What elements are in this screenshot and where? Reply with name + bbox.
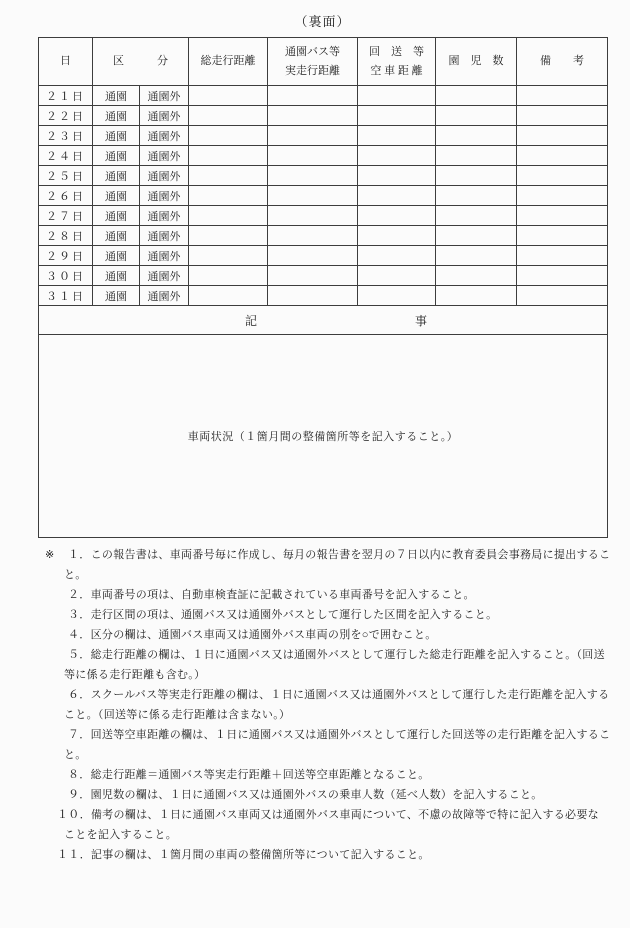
remarks-cell <box>517 106 608 126</box>
note-line: ことを記入すること。 <box>64 829 177 841</box>
bus-distance-cell <box>268 126 358 146</box>
kubun-tsuen: 通園 <box>93 166 140 186</box>
deadhead-distance-cell <box>358 146 436 166</box>
kubun-tsuengai: 通園外 <box>140 106 189 126</box>
kiji-label-right: 事 <box>415 313 428 328</box>
kubun-tsuengai: 通園外 <box>140 286 189 306</box>
kubun-tsuen: 通園 <box>93 86 140 106</box>
note-line: ３．走行区間の項は、通園バス又は通園外バスとして運行した区間を記入すること。 <box>68 609 498 621</box>
note-line: と。 <box>64 749 87 761</box>
bus-distance-cell <box>268 166 358 186</box>
bus-report-table <box>38 37 608 538</box>
note-line: ４．区分の欄は、通園バス車両又は通園外バス車両の別を○で囲むこと。 <box>68 629 437 641</box>
bus-distance-cell <box>268 286 358 306</box>
day-label: ２１日 <box>39 86 93 106</box>
total-distance-cell <box>189 186 268 206</box>
kiji-header-row <box>39 306 608 335</box>
remarks-cell <box>517 146 608 166</box>
table-row-day27 <box>39 206 608 226</box>
col-header-deadhead-line2: 空 車 距 離 <box>370 64 423 77</box>
kubun-tsuen: 通園 <box>93 206 140 226</box>
children-count-cell <box>436 186 517 206</box>
kiji-header-cell <box>39 306 608 335</box>
bus-distance-cell <box>268 226 358 246</box>
col-header-day: 日 <box>39 38 93 86</box>
remarks-cell <box>517 266 608 286</box>
table-row-day29 <box>39 246 608 266</box>
day-label: ２２日 <box>39 106 93 126</box>
table-header-row <box>39 38 608 86</box>
children-count-cell <box>436 226 517 246</box>
total-distance-cell <box>189 146 268 166</box>
note-line: ７．回送等空車距離の欄は、１日に通園バス又は通園外バスとして運行した回送等の走行距離を記入するこ <box>68 729 611 741</box>
remarks-cell <box>517 226 608 246</box>
kubun-tsuengai: 通園外 <box>140 146 189 166</box>
deadhead-distance-cell <box>358 206 436 226</box>
remarks-cell <box>517 246 608 266</box>
col-header-deadhead-line1: 回 送 等 <box>369 45 424 58</box>
bus-distance-cell <box>268 186 358 206</box>
kubun-tsuen: 通園 <box>93 266 140 286</box>
children-count-cell <box>436 106 517 126</box>
page-title: （裏面） <box>294 14 351 29</box>
table-row-day26 <box>39 186 608 206</box>
day-label: ２３日 <box>39 126 93 146</box>
table-row-day28 <box>39 226 608 246</box>
remarks-cell <box>517 186 608 206</box>
total-distance-cell <box>189 166 268 186</box>
kubun-tsuen: 通園 <box>93 226 140 246</box>
kiji-label-left: 記 <box>244 313 257 328</box>
table-row-day30 <box>39 266 608 286</box>
kubun-tsuengai: 通園外 <box>140 166 189 186</box>
kubun-tsuengai: 通園外 <box>140 246 189 266</box>
total-distance-cell <box>189 226 268 246</box>
kubun-tsuengai: 通園外 <box>140 86 189 106</box>
total-distance-cell <box>189 106 268 126</box>
bus-distance-cell <box>268 266 358 286</box>
kubun-tsuengai: 通園外 <box>140 266 189 286</box>
note-line: ８．総走行距離＝通園バス等実走行距離＋回送等空車距離となること。 <box>68 769 430 781</box>
day-label: ２８日 <box>39 226 93 246</box>
total-distance-cell <box>189 286 268 306</box>
total-distance-cell <box>189 206 268 226</box>
col-header-bus-distance <box>268 38 358 86</box>
kubun-tsuengai: 通園外 <box>140 186 189 206</box>
children-count-cell <box>436 146 517 166</box>
table-row-day22 <box>39 106 608 126</box>
children-count-cell <box>436 86 517 106</box>
col-header-children-count: 園 児 数 <box>436 38 517 86</box>
total-distance-cell <box>189 246 268 266</box>
day-label: ２４日 <box>39 146 93 166</box>
day-label: ２７日 <box>39 206 93 226</box>
table-row-day31 <box>39 286 608 306</box>
kubun-tsuen: 通園 <box>93 186 140 206</box>
remarks-cell <box>517 86 608 106</box>
note-line: ６．スクールバス等実走行距離の欄は、１日に通園バス又は通園外バスとして運行した走行距離を記入する <box>68 689 610 701</box>
vehicle-status-row <box>39 335 608 538</box>
bus-distance-cell <box>268 146 358 166</box>
kubun-tsuen: 通園 <box>93 286 140 306</box>
kubun-tsuen: 通園 <box>93 246 140 266</box>
table-row-day24 <box>39 146 608 166</box>
bus-distance-cell <box>268 86 358 106</box>
deadhead-distance-cell <box>358 246 436 266</box>
note-line: ５．総走行距離の欄は、１日に通園バス又は通園外バスとして運行した総走行距離を記入すること。（回送 <box>68 649 605 661</box>
col-header-total-distance: 総走行距離 <box>189 38 268 86</box>
day-label: ２５日 <box>39 166 93 186</box>
deadhead-distance-cell <box>358 86 436 106</box>
vehicle-status-cell <box>39 335 608 538</box>
col-header-remarks: 備 考 <box>517 38 608 86</box>
children-count-cell <box>436 126 517 146</box>
deadhead-distance-cell <box>358 286 436 306</box>
bus-distance-cell <box>268 246 358 266</box>
col-header-bus-distance-line1: 通園バス等 <box>285 45 340 58</box>
note-line: １．この報告書は、車両番号毎に作成し、毎月の報告書を翌月の７日以内に教育委員会事務局に提出するこ <box>68 549 611 561</box>
deadhead-distance-cell <box>358 166 436 186</box>
day-label: ３１日 <box>39 286 93 306</box>
remarks-cell <box>517 126 608 146</box>
deadhead-distance-cell <box>358 226 436 246</box>
total-distance-cell <box>189 86 268 106</box>
children-count-cell <box>436 286 517 306</box>
children-count-cell <box>436 206 517 226</box>
day-label: ２９日 <box>39 246 93 266</box>
vehicle-status-label: 車両状況（１箇月間の整備箇所等を記入すること。） <box>187 431 459 443</box>
col-header-bus-distance-line2: 実走行距離 <box>285 64 340 77</box>
kubun-tsuengai: 通園外 <box>140 126 189 146</box>
kubun-tsuen: 通園 <box>93 126 140 146</box>
document-page <box>0 13 630 928</box>
note-line: ９．園児数の欄は、１日に通園バス又は通園外バスの乗車人数（延べ人数）を記入すること。 <box>68 789 543 801</box>
children-count-cell <box>436 166 517 186</box>
note-line: ２．車両番号の項は、自動車検査証に記載されている車両番号を記入すること。 <box>68 589 475 601</box>
note-line: 等に係る走行距離も含む。） <box>64 669 206 681</box>
note-line: こと。（回送等に係る走行距離は含まない。） <box>64 709 291 721</box>
table-row-day25 <box>39 166 608 186</box>
table-row-day23 <box>39 126 608 146</box>
remarks-cell <box>517 206 608 226</box>
kubun-tsuen: 通園 <box>93 106 140 126</box>
kubun-tsuen: 通園 <box>93 146 140 166</box>
col-header-kubun: 区 分 <box>93 38 189 86</box>
day-label: ３０日 <box>39 266 93 286</box>
note-line: １０．備考の欄は、１日に通園バス車両又は通園外バス車両について、不慮の故障等で特に記入する必要な <box>57 809 599 821</box>
bus-distance-cell <box>268 206 358 226</box>
col-header-deadhead-distance <box>358 38 436 86</box>
deadhead-distance-cell <box>358 106 436 126</box>
note-line: と。 <box>64 569 87 581</box>
deadhead-distance-cell <box>358 186 436 206</box>
children-count-cell <box>436 266 517 286</box>
day-label: ２６日 <box>39 186 93 206</box>
table-row-day21 <box>39 86 608 106</box>
bus-distance-cell <box>268 106 358 126</box>
note-line: １１．記事の欄は、１箇月間の車両の整備箇所等について記入すること。 <box>57 849 430 861</box>
remarks-cell <box>517 166 608 186</box>
notes-section <box>0 545 630 865</box>
kubun-tsuengai: 通園外 <box>140 206 189 226</box>
children-count-cell <box>436 246 517 266</box>
total-distance-cell <box>189 266 268 286</box>
kiji-label <box>52 312 608 329</box>
remarks-cell <box>517 286 608 306</box>
kubun-tsuengai: 通園外 <box>140 226 189 246</box>
notes-marker: ※ <box>45 549 55 561</box>
deadhead-distance-cell <box>358 126 436 146</box>
deadhead-distance-cell <box>358 266 436 286</box>
total-distance-cell <box>189 126 268 146</box>
